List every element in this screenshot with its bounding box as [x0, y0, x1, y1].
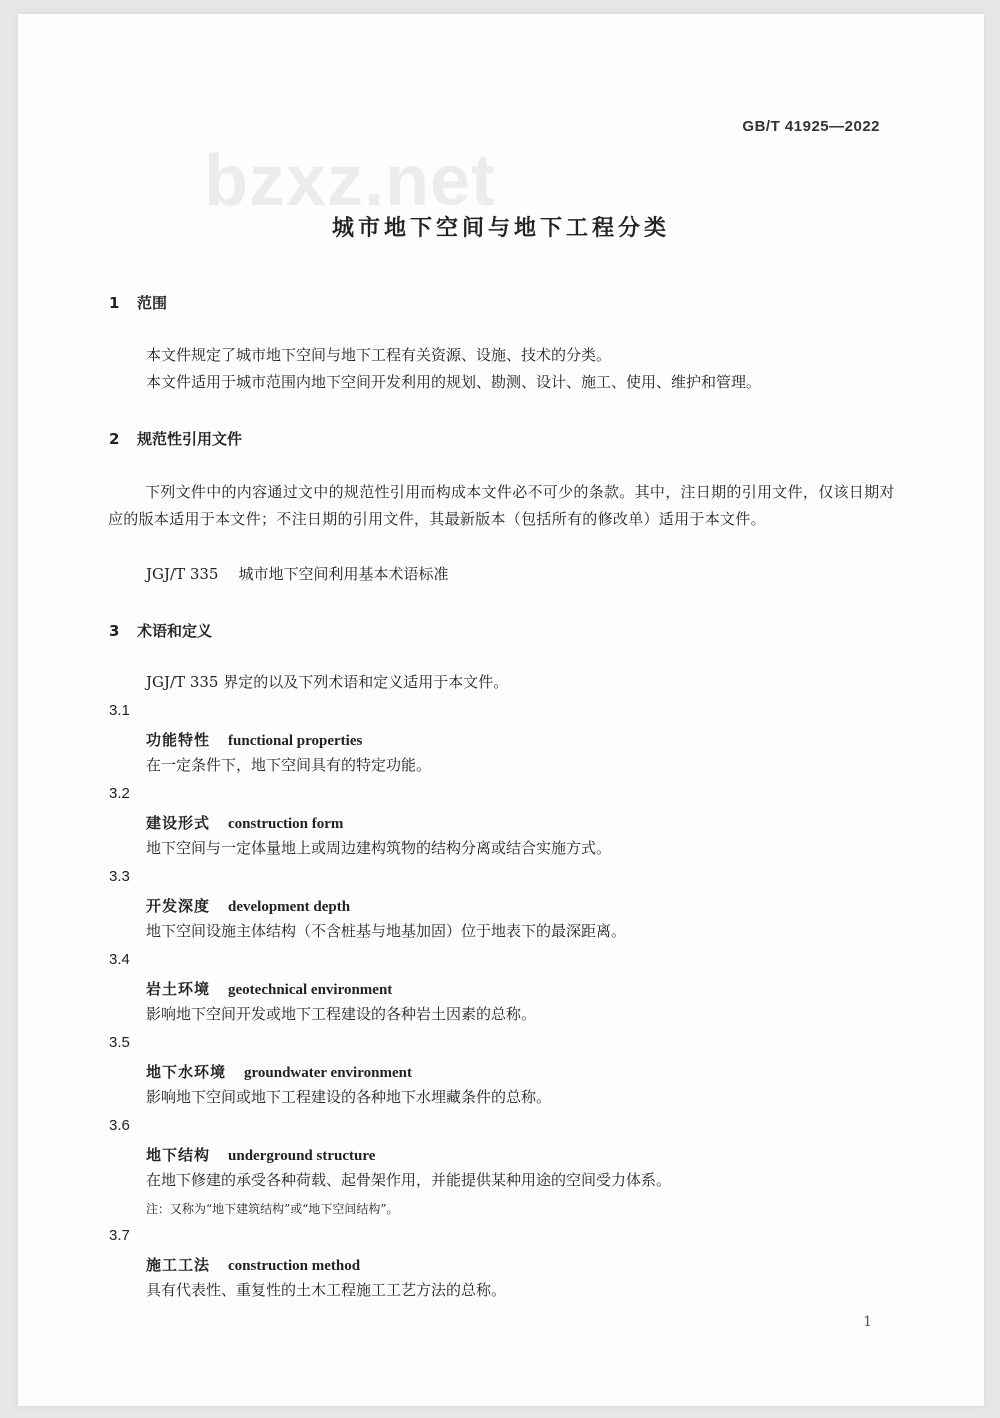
term-name [146, 1061, 412, 1082]
term-name [146, 812, 343, 833]
term-definition: 在一定条件下，地下空间具有的特定功能。 [146, 756, 432, 774]
reference-entry [146, 561, 448, 588]
term-english: underground structure [228, 1148, 376, 1164]
term-number: 3.1 [109, 702, 130, 719]
term-definition: 在地下修建的承受各种荷载、起骨架作用，并能提供某种用途的空间受力体系。 [146, 1171, 672, 1189]
term-english: construction method [228, 1258, 361, 1274]
section-number: 2 [109, 430, 120, 448]
term-english: geotechnical environment [228, 982, 393, 998]
term-note: 注：又称为“地下建筑结构”或“地下空间结构”。 [146, 1202, 399, 1216]
term-name [146, 1144, 375, 1165]
page-number: 1 [863, 1314, 872, 1330]
section-title: 规范性引用文件 [137, 430, 243, 448]
term-definition: 地下空间设施主体结构（不含桩基与地基加固）位于地表下的最深距离。 [146, 922, 627, 940]
term-english: development depth [228, 899, 351, 915]
section-title: 术语和定义 [137, 622, 213, 640]
section-heading-2 [109, 428, 242, 449]
watermark-text: bzxz.net [204, 141, 497, 221]
term-number: 3.2 [109, 785, 130, 802]
term-english: groundwater environment [244, 1065, 412, 1081]
term-chinese: 施工工法 [146, 1256, 211, 1274]
term-name [146, 729, 362, 750]
term-name [146, 895, 350, 916]
term-chinese: 功能特性 [146, 731, 211, 749]
term-chinese: 开发深度 [146, 897, 211, 915]
term-chinese: 地下水环境 [146, 1063, 227, 1081]
term-name [146, 1254, 360, 1275]
paragraph: 本文件适用于城市范围内地下空间开发利用的规划、勘测、设计、施工、使用、维护和管理。 [146, 373, 762, 391]
standard-code: GB/T 41925—2022 [742, 118, 880, 135]
term-english: functional properties [228, 733, 363, 749]
term-number: 3.4 [109, 951, 130, 968]
paragraph: 下列文件中的内容通过文中的规范性引用而构成本文件必不可少的条款。其中，注日期的引用文件，仅该日期对应的版本适用于本文件；不注日期的引用文件，其最新版本（包括所有的修改单）适用于本文件。 [108, 483, 895, 528]
term-definition: 影响地下空间或地下工程建设的各种地下水埋藏条件的总称。 [146, 1088, 552, 1106]
section-heading-1 [109, 292, 167, 313]
term-chinese: 建设形式 [146, 814, 211, 832]
term-chinese: 岩土环境 [146, 980, 211, 998]
term-english: construction form [228, 816, 344, 832]
term-number: 3.5 [109, 1034, 130, 1051]
section-title: 范围 [137, 294, 168, 312]
paragraph: 本文件规定了城市地下空间与地下工程有关资源、设施、技术的分类。 [146, 346, 612, 364]
term-number: 3.7 [109, 1227, 130, 1244]
term-number: 3.6 [109, 1117, 130, 1134]
section-heading-3 [109, 620, 212, 641]
term-number: 3.3 [109, 868, 130, 885]
section-number: 1 [109, 294, 120, 312]
document-title: 城市地下空间与地下工程分类 [331, 216, 670, 241]
term-chinese: 地下结构 [146, 1146, 211, 1164]
term-definition: 地下空间与一定体量地上或周边建构筑物的结构分离或结合实施方式。 [146, 839, 612, 857]
paragraph: JGJ/T 335 界定的以及下列术语和定义适用于本文件。 [146, 673, 509, 691]
document-page [18, 14, 984, 1406]
reference-title: 城市地下空间利用基本术语标准 [238, 565, 449, 583]
term-definition: 具有代表性、重复性的土木工程施工工艺方法的总称。 [146, 1281, 507, 1299]
term-definition: 影响地下空间开发或地下工程建设的各种岩土因素的总称。 [146, 1005, 537, 1023]
term-name [146, 978, 392, 999]
section-number: 3 [109, 622, 120, 640]
reference-code: JGJ/T 335 [146, 565, 219, 583]
